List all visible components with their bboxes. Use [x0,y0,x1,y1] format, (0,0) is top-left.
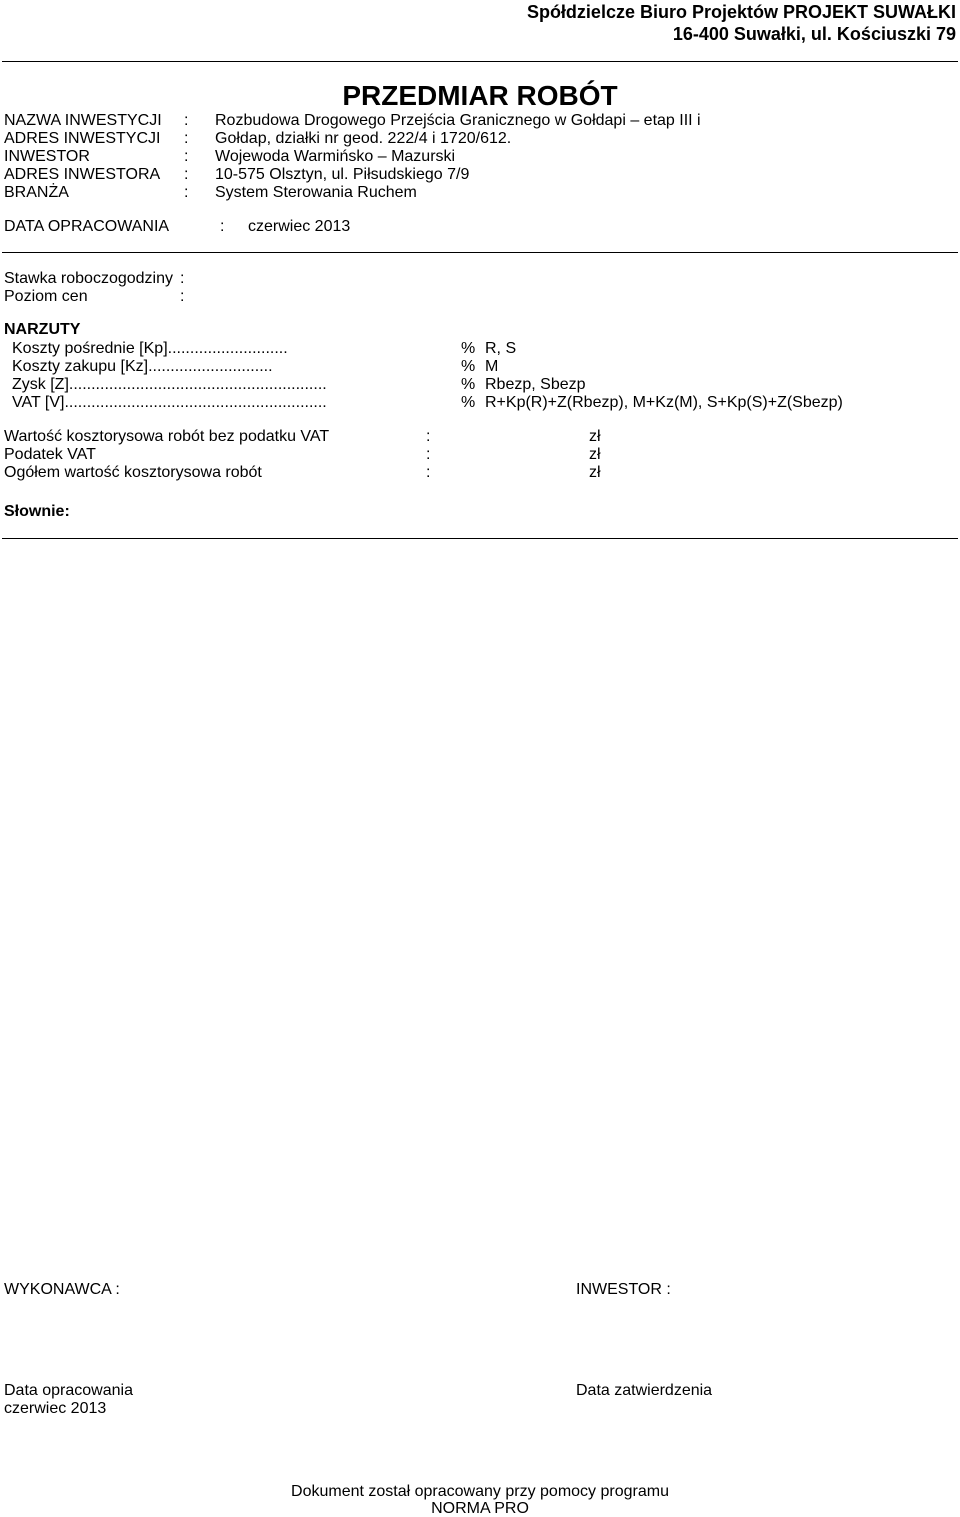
rate-label: Poziom cen [4,288,88,305]
total-label: Wartość kosztorysowa robót bez podatku VAT [4,428,330,445]
info-sep: : [184,130,189,147]
info-value: Gołdap, działki nr geod. 222/4 i 1720/612. [215,130,512,147]
date-prep-footer-label: Data opracowania [4,1382,133,1399]
narzut-label: VAT [V]........................................................... [12,394,327,411]
total-sep: : [426,428,431,445]
contractor-label: WYKONAWCA : [4,1281,120,1298]
date-prep-value: czerwiec 2013 [248,218,351,235]
info-sep: : [184,112,189,129]
total-unit: zł [589,446,601,463]
narzut-percent: % [461,358,476,375]
date-approval-label: Data zatwierdzenia [576,1382,713,1399]
total-label: Podatek VAT [4,446,96,463]
narzut-label: Zysk [Z].......................................................... [12,376,327,393]
info-label: BRANŻA [4,184,69,201]
rate-sep: : [180,288,185,305]
info-value: Wojewoda Warmińsko – Mazurski [215,148,456,165]
narzut-percent: % [461,340,476,357]
narzut-percent: % [461,376,476,393]
narzut-basis: M [485,358,499,375]
footer-line-1: Dokument został opracowany przy pomocy programu [291,1483,669,1500]
total-unit: zł [589,428,601,445]
info-value: System Sterowania Ruchem [215,184,417,201]
narzut-basis: R, S [485,340,517,357]
total-sep: : [426,446,431,463]
narzut-basis: Rbezp, Sbezp [485,376,586,393]
narzut-label: Koszty pośrednie [Kp]........................... [12,340,288,357]
total-unit: zł [589,464,601,481]
narzut-label: Koszty zakupu [Kz]............................ [12,358,273,375]
divider [2,252,958,253]
info-sep: : [184,184,189,201]
info-label: NAZWA INWESTYCJI [4,112,162,129]
footer-line-2: NORMA PRO [431,1500,529,1517]
date-prep-label: DATA OPRACOWANIA [4,218,170,235]
total-sep: : [426,464,431,481]
date-prep-footer-value: czerwiec 2013 [4,1400,107,1417]
rate-label: Stawka roboczogodziny [4,270,173,287]
company-address: 16-400 Suwałki, ul. Kościuszki 79 [672,24,956,44]
rate-sep: : [180,270,185,287]
narzut-basis: R+Kp(R)+Z(Rbezp), M+Kz(M), S+Kp(S)+Z(Sbezp) [485,394,843,411]
investor-label: INWESTOR : [576,1281,671,1298]
info-label: ADRES INWESTYCJI [4,130,161,147]
slownie-label: Słownie: [4,503,70,520]
info-value: Rozbudowa Drogowego Przejścia Granicznego w Gołdapi – etap III i [215,112,701,129]
info-sep: : [184,148,189,165]
divider [2,61,958,62]
page-title: PRZEDMIAR ROBÓT [342,80,618,111]
info-label: INWESTOR [4,148,90,165]
info-label: ADRES INWESTORA [4,166,161,183]
total-label: Ogółem wartość kosztorysowa robót [4,464,262,481]
divider [2,538,958,539]
info-sep: : [184,166,189,183]
date-prep-sep: : [220,218,225,235]
company-name: Spółdzielcze Biuro Projektów PROJEKT SUWAŁKI [526,2,956,22]
info-value: 10-575 Olsztyn, ul. Piłsudskiego 7/9 [215,166,470,183]
narzuty-heading: NARZUTY [4,321,81,338]
narzut-percent: % [461,394,476,411]
